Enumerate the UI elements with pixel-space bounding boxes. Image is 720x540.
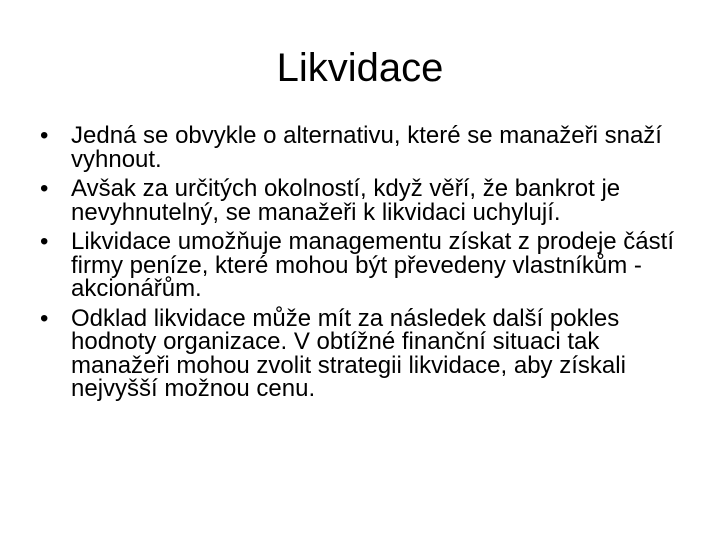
bullet-text: Jedná se obvykle o alternativu, které se manažeři snaží vyhnout.: [71, 122, 662, 173]
bullet-icon: •: [40, 304, 49, 332]
bullet-icon: •: [40, 175, 49, 202]
bullet-text: Likvidace umožňuje managementu získat z prodeje částí firmy peníze, které mohou být převedeny vlastníkům - akcionářům.: [71, 228, 674, 302]
bullet-list: [40, 124, 680, 407]
bullet-item: [40, 304, 680, 402]
bullet-text: Avšak za určitých okolností, když věří, že bankrot je nevyhnutelný, se manažeři k likvidaci uchylují.: [71, 175, 621, 226]
bullet-item: [40, 230, 680, 301]
bullet-icon: •: [40, 122, 49, 149]
bullet-item: [40, 177, 680, 224]
bullet-icon: •: [40, 228, 49, 255]
bullet-item: [40, 124, 680, 171]
bullet-text: Odklad likvidace může mít za následek další pokles hodnoty organizace. V obtížné finanční situaci tak manažeři mohou zvolit strategii likvidace, aby získali nejvyšší možnou cenu.: [71, 304, 626, 402]
slide-title: Likvidace: [276, 46, 444, 90]
